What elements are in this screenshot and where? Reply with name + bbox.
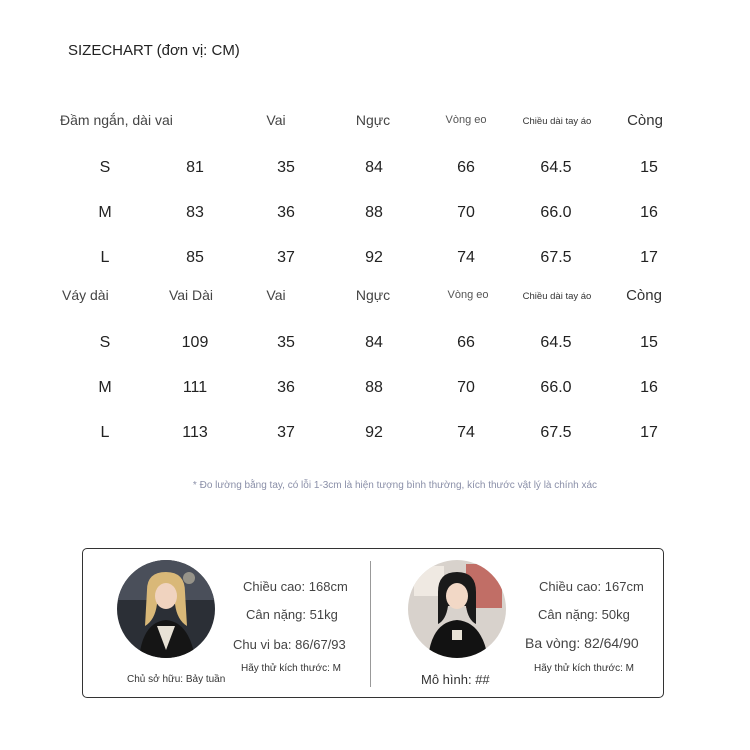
cell-sleeve: 67.5 (540, 249, 572, 266)
cell-waist: 66 (457, 334, 475, 351)
cell-shoulder: 35 (277, 334, 295, 351)
cell-waist: 74 (457, 424, 475, 441)
cell-bust: 88 (365, 204, 383, 221)
cell-sleeve: 66.0 (540, 379, 572, 396)
avatar (117, 560, 215, 658)
cell-shoulder: 37 (277, 424, 295, 441)
model-try-size: Hãy thử kích thước: M (241, 663, 341, 674)
size-chart-title: SIZECHART (đơn vị: CM) (68, 42, 240, 59)
cell-bust: 88 (365, 379, 383, 396)
header-product: Đầm ngắn, dài vai (60, 112, 173, 128)
cell-sleeve: 66.0 (540, 204, 572, 221)
header-cuff: Còng (627, 112, 663, 129)
cell-shoulder: 37 (277, 249, 295, 266)
measurement-note: * Đo lường bằng tay, có lỗi 1-3cm là hiện tượng bình thường, kích thước vật lý là chính xác (192, 480, 598, 491)
cell-bust: 84 (365, 334, 383, 351)
cell-length: 83 (186, 204, 204, 221)
header-shoulder: Vai (266, 287, 286, 303)
table-row-s (0, 334, 750, 354)
table-row-m (0, 379, 750, 399)
model-try-size: Hãy thử kích thước: M (534, 663, 634, 674)
cell-length: 111 (182, 379, 208, 396)
model-weight: Cân nặng: 50kg (538, 607, 630, 622)
cell-size: L (100, 249, 110, 266)
cell-sleeve: 64.5 (540, 159, 572, 176)
cell-cuff: 16 (640, 204, 658, 221)
cell-length: 109 (181, 334, 209, 351)
model-owner: Chủ sở hữu: Bảy tuần (127, 674, 226, 685)
cell-size: S (99, 159, 111, 176)
header-waist: Vòng eo (445, 114, 487, 126)
header-waist: Vòng eo (447, 289, 489, 301)
cell-bust: 92 (365, 249, 383, 266)
model-info-panel (82, 548, 664, 698)
cell-cuff: 15 (640, 334, 658, 351)
panel-divider (370, 561, 371, 687)
cell-cuff: 17 (640, 249, 658, 266)
header-product: Váy dài (62, 287, 109, 303)
cell-shoulder: 35 (277, 159, 295, 176)
cell-bust: 84 (365, 159, 383, 176)
cell-shoulder: 36 (277, 204, 295, 221)
cell-size: M (98, 204, 112, 221)
header-bust: Ngực (355, 287, 391, 303)
model-measurements: Ba vòng: 82/64/90 (525, 635, 639, 651)
avatar (408, 560, 506, 658)
cell-length: 81 (186, 159, 204, 176)
model-height: Chiều cao: 167cm (539, 579, 644, 594)
cell-waist: 66 (457, 159, 475, 176)
header-bust: Ngực (355, 112, 391, 128)
cell-cuff: 16 (640, 379, 658, 396)
header-sleeve-length: Chiều dài tay áo (522, 116, 592, 127)
header-sleeve-length: Chiều dài tay áo (522, 291, 592, 302)
table-row-l (0, 249, 750, 269)
cell-size: L (100, 424, 110, 441)
table-header-row (0, 112, 750, 132)
cell-waist: 70 (457, 204, 475, 221)
model-photo-1 (117, 560, 215, 658)
model-owner: Mô hình: ## (421, 672, 490, 687)
cell-waist: 70 (457, 379, 475, 396)
table-row-s (0, 159, 750, 179)
cell-length: 113 (182, 424, 208, 441)
model-height: Chiều cao: 168cm (243, 579, 348, 594)
cell-size: S (99, 334, 111, 351)
header-cuff: Còng (626, 287, 662, 304)
header-length: Vai Dài (168, 287, 214, 303)
header-shoulder: Vai (266, 112, 286, 128)
model-photo-2 (408, 560, 506, 658)
model-measurements: Chu vi ba: 86/67/93 (233, 637, 346, 652)
model-weight: Cân nặng: 51kg (246, 607, 338, 622)
table-row-l (0, 424, 750, 444)
cell-sleeve: 67.5 (540, 424, 572, 441)
cell-size: M (98, 379, 112, 396)
table-row-m (0, 204, 750, 224)
cell-sleeve: 64.5 (540, 334, 572, 351)
cell-bust: 92 (365, 424, 383, 441)
cell-shoulder: 36 (277, 379, 295, 396)
table-header-row (0, 287, 750, 307)
cell-cuff: 15 (640, 159, 658, 176)
cell-length: 85 (186, 249, 204, 266)
cell-waist: 74 (457, 249, 475, 266)
cell-cuff: 17 (640, 424, 658, 441)
